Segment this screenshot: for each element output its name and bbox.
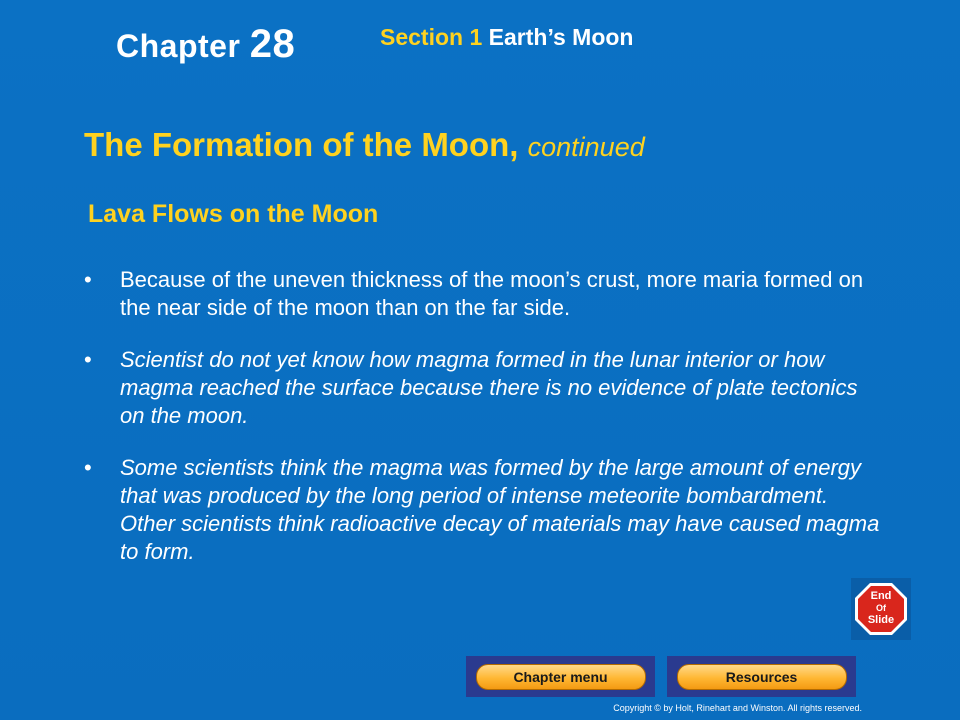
bullet-item xyxy=(84,266,884,322)
end-slide-line3: Slide xyxy=(867,614,895,626)
slide-title-main: The Formation of the Moon, xyxy=(84,126,519,163)
chapter-number: 28 xyxy=(249,22,296,66)
stop-sign-icon xyxy=(854,582,908,636)
section-topic: Earth’s Moon xyxy=(488,24,634,50)
copyright-text: Copyright © by Holt, Rinehart and Winston. All rights reserved. xyxy=(613,703,862,713)
chapter-heading xyxy=(116,22,295,67)
footer-nav xyxy=(466,656,856,697)
slide-subtitle: Lava Flows on the Moon xyxy=(88,200,379,228)
bullet-text: Because of the uneven thickness of the moon’s crust, more maria formed on the near side of the moon than on the far side. xyxy=(120,267,864,320)
bullet-item xyxy=(84,454,884,566)
bullet-dot: • xyxy=(84,455,92,480)
slide-title xyxy=(84,126,645,164)
end-of-slide-button[interactable] xyxy=(851,578,911,640)
chapter-menu-label: Chapter menu xyxy=(476,664,646,690)
bullet-list xyxy=(84,266,884,590)
bullet-text: Some scientists think the magma was formed by the large amount of energy that was produced by the long period of intense meteorite bombardment. Other scientists think radioactive decay of materials may have caused magma to form. xyxy=(120,455,880,564)
bullet-dot: • xyxy=(84,347,92,372)
section-heading xyxy=(380,24,633,51)
bullet-item xyxy=(84,346,884,430)
resources-label: Resources xyxy=(677,664,847,690)
slide-title-suffix: continued xyxy=(527,132,645,162)
bullet-dot: • xyxy=(84,267,92,292)
end-slide-line2: Of xyxy=(876,603,886,613)
section-label: Section 1 xyxy=(380,24,483,50)
chapter-menu-button[interactable] xyxy=(466,656,655,697)
bullet-text: Scientist do not yet know how magma formed in the lunar interior or how magma reached the surface because there is no evidence of plate tectonics on the moon. xyxy=(120,347,858,428)
resources-button[interactable] xyxy=(667,656,856,697)
chapter-word: Chapter xyxy=(116,28,241,64)
end-slide-line1: End xyxy=(870,590,892,602)
